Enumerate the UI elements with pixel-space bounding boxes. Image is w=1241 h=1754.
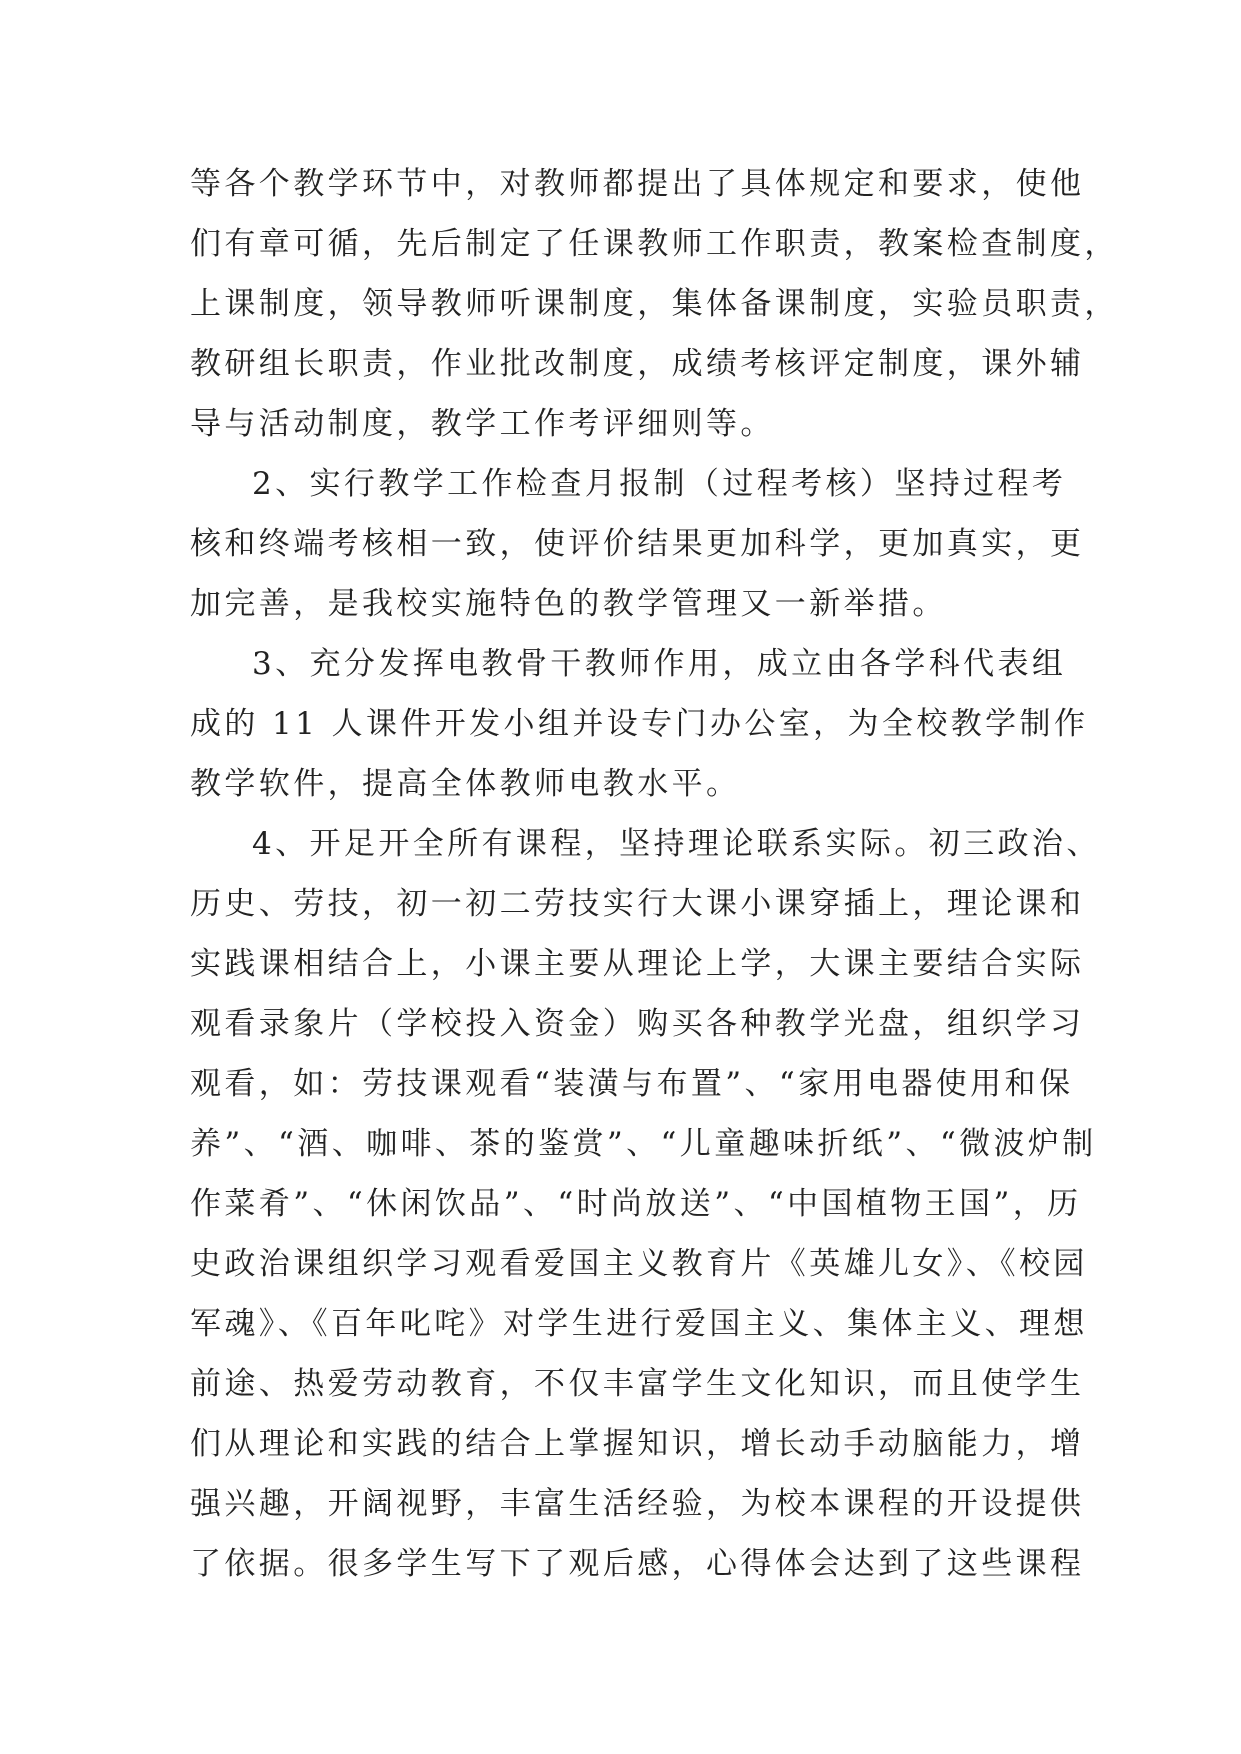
text-line: 观看，如：劳技课观看“装潢与布置”、“家用电器使用和保 xyxy=(190,1066,1074,1102)
text-line: 们从理论和实践的结合上掌握知识，增长动手动脑能力，增 xyxy=(190,1426,1085,1462)
paragraph-intro xyxy=(190,154,1119,454)
paragraph-item-4 xyxy=(190,814,1101,1594)
text-line: 4、开足开全所有课程，坚持理论联系实际。初三政治、 xyxy=(252,826,1101,862)
text-line: 强兴趣，开阔视野，丰富生活经验，为校本课程的开设提供 xyxy=(190,1486,1085,1522)
text-line: 核和终端考核相一致，使评价结果更加科学，更加真实，更 xyxy=(190,526,1085,562)
text-line: 成的 11 人课件开发小组并设专门办公室，为全校教学制作 xyxy=(190,706,1089,742)
text-line: 上课制度，领导教师听课制度，集体备课制度，实验员职责， xyxy=(190,286,1119,322)
text-line: 导与活动制度，教学工作考评细则等。 xyxy=(190,406,775,442)
text-line: 了依据。很多学生写下了观后感，心得体会达到了这些课程 xyxy=(190,1546,1085,1582)
paragraph-item-2 xyxy=(190,454,1085,634)
text-line: 军魂》、《百年叱咤》对学生进行爱国主义、集体主义、理想 xyxy=(190,1306,1088,1342)
text-line: 2、实行教学工作检查月报制（过程考核）坚持过程考 xyxy=(252,466,1067,502)
document-body xyxy=(190,154,1119,1594)
text-line: 前途、热爱劳动教育，不仅丰富学生文化知识，而且使学生 xyxy=(190,1366,1085,1402)
text-line: 加完善，是我校实施特色的教学管理又一新举措。 xyxy=(190,586,947,622)
text-line: 3、充分发挥电教骨干教师作用，成立由各学科代表组 xyxy=(252,646,1067,682)
text-line: 实践课相结合上，小课主要从理论上学，大课主要结合实际 xyxy=(190,946,1085,982)
text-line: 教研组长职责，作业批改制度，成绩考核评定制度，课外辅 xyxy=(190,346,1085,382)
text-line: 作菜肴”、“休闲饮品”、“时尚放送”、“中国植物王国”，历 xyxy=(190,1186,1082,1222)
text-line: 观看录象片（学校投入资金）购买各种教学光盘，组织学习 xyxy=(190,1006,1085,1042)
text-line: 教学软件，提高全体教师电教水平。 xyxy=(190,766,741,802)
text-line: 们有章可循，先后制定了任课教师工作职责，教案检查制度， xyxy=(190,226,1119,262)
text-line: 等各个教学环节中，对教师都提出了具体规定和要求，使他 xyxy=(190,166,1085,202)
text-line: 历史、劳技，初一初二劳技实行大课小课穿插上，理论课和 xyxy=(190,886,1085,922)
text-line: 养”、“酒、咖啡、茶的鉴赏”、“儿童趣味折纸”、“微波炉制 xyxy=(190,1126,1097,1162)
paragraph-item-3 xyxy=(190,634,1089,814)
text-line: 史政治课组织学习观看爱国主义教育片《英雄儿女》、《校园 xyxy=(190,1246,1088,1282)
